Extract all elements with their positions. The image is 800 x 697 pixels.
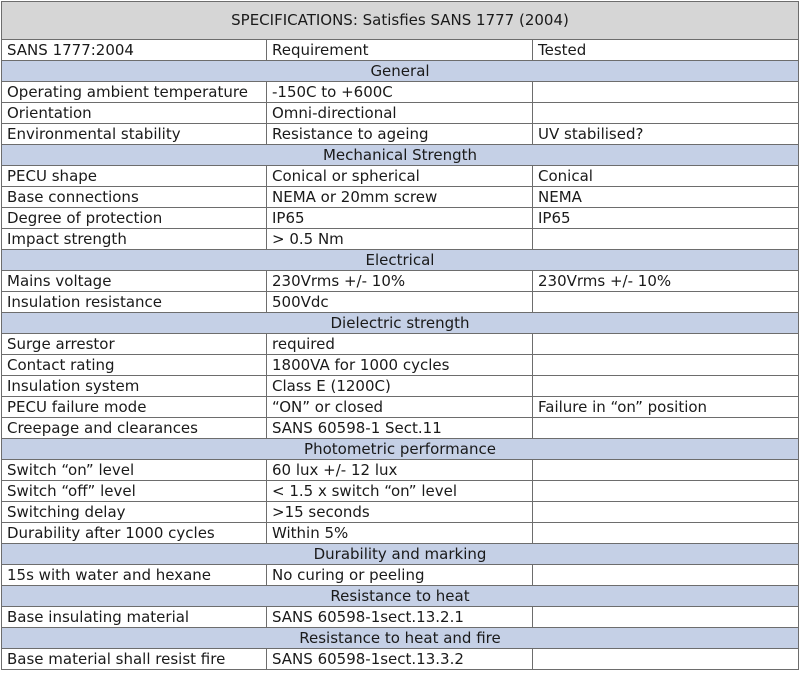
section-header: Durability and marking — [2, 544, 799, 565]
tested-cell — [533, 292, 799, 313]
spec-item-cell: Mains voltage — [2, 271, 267, 292]
table-row — [2, 523, 799, 544]
tested-cell — [533, 460, 799, 481]
table-row — [2, 607, 799, 628]
requirement-cell: >15 seconds — [267, 502, 533, 523]
spec-item-cell: Contact rating — [2, 355, 267, 376]
spec-item-cell: Insulation system — [2, 376, 267, 397]
table-row — [2, 103, 799, 124]
section-header-row — [2, 586, 799, 607]
requirement-cell: Within 5% — [267, 523, 533, 544]
spec-item-cell: Creepage and clearances — [2, 418, 267, 439]
requirement-cell: 500Vdc — [267, 292, 533, 313]
requirement-cell: No curing or peeling — [267, 565, 533, 586]
spec-item-cell: PECU shape — [2, 166, 267, 187]
specifications-table — [1, 1, 799, 670]
table-row — [2, 208, 799, 229]
tested-cell: IP65 — [533, 208, 799, 229]
table-row — [2, 124, 799, 145]
spec-item-cell: Insulation resistance — [2, 292, 267, 313]
table-row — [2, 271, 799, 292]
spec-item-cell: Environmental stability — [2, 124, 267, 145]
table-row — [2, 376, 799, 397]
table-row — [2, 565, 799, 586]
column-header-row — [2, 40, 799, 61]
column-header-requirement: Requirement — [267, 40, 533, 61]
spec-item-cell: Durability after 1000 cycles — [2, 523, 267, 544]
spec-item-cell: Base connections — [2, 187, 267, 208]
requirement-cell: SANS 60598-1sect.13.3.2 — [267, 649, 533, 670]
table-row — [2, 481, 799, 502]
requirement-cell: Resistance to ageing — [267, 124, 533, 145]
section-header-row — [2, 628, 799, 649]
tested-cell — [533, 376, 799, 397]
tested-cell — [533, 418, 799, 439]
section-header: General — [2, 61, 799, 82]
specifications-table-body — [2, 2, 799, 670]
requirement-cell: required — [267, 334, 533, 355]
requirement-cell: NEMA or 20mm screw — [267, 187, 533, 208]
requirement-cell: Class E (1200C) — [267, 376, 533, 397]
column-header-standard: SANS 1777:2004 — [2, 40, 267, 61]
section-header: Dielectric strength — [2, 313, 799, 334]
requirement-cell: Conical or spherical — [267, 166, 533, 187]
column-header-tested: Tested — [533, 40, 799, 61]
table-row — [2, 460, 799, 481]
table-row — [2, 166, 799, 187]
table-row — [2, 649, 799, 670]
spec-item-cell: PECU failure mode — [2, 397, 267, 418]
requirement-cell: 230Vrms +/- 10% — [267, 271, 533, 292]
spec-item-cell: Impact strength — [2, 229, 267, 250]
tested-cell — [533, 565, 799, 586]
spec-item-cell: Switch “on” level — [2, 460, 267, 481]
table-row — [2, 292, 799, 313]
tested-cell: 230Vrms +/- 10% — [533, 271, 799, 292]
section-header: Mechanical Strength — [2, 145, 799, 166]
tested-cell — [533, 229, 799, 250]
section-header: Photometric performance — [2, 439, 799, 460]
table-row — [2, 397, 799, 418]
requirement-cell: SANS 60598-1sect.13.2.1 — [267, 607, 533, 628]
spec-item-cell: Switching delay — [2, 502, 267, 523]
tested-cell — [533, 103, 799, 124]
table-row — [2, 418, 799, 439]
requirement-cell: 60 lux +/- 12 lux — [267, 460, 533, 481]
table-row — [2, 187, 799, 208]
section-header: Resistance to heat — [2, 586, 799, 607]
tested-cell: NEMA — [533, 187, 799, 208]
section-header-row — [2, 439, 799, 460]
table-title: SPECIFICATIONS: Satisfies SANS 1777 (2004) — [2, 2, 799, 40]
spec-item-cell: Base insulating material — [2, 607, 267, 628]
table-row — [2, 82, 799, 103]
requirement-cell: “ON” or closed — [267, 397, 533, 418]
tested-cell — [533, 607, 799, 628]
requirement-cell: > 0.5 Nm — [267, 229, 533, 250]
tested-cell: Failure in “on” position — [533, 397, 799, 418]
tested-cell — [533, 82, 799, 103]
section-header-row — [2, 313, 799, 334]
spec-item-cell: Base material shall resist fire — [2, 649, 267, 670]
requirement-cell: 1800VA for 1000 cycles — [267, 355, 533, 376]
requirement-cell: IP65 — [267, 208, 533, 229]
requirement-cell: Omni-directional — [267, 103, 533, 124]
spec-item-cell: Degree of protection — [2, 208, 267, 229]
tested-cell — [533, 481, 799, 502]
spec-item-cell: Switch “off” level — [2, 481, 267, 502]
table-row — [2, 334, 799, 355]
tested-cell — [533, 502, 799, 523]
tested-cell — [533, 523, 799, 544]
section-header: Electrical — [2, 250, 799, 271]
section-header-row — [2, 250, 799, 271]
requirement-cell: SANS 60598-1 Sect.11 — [267, 418, 533, 439]
tested-cell: Conical — [533, 166, 799, 187]
requirement-cell: -150C to +600C — [267, 82, 533, 103]
tested-cell: UV stabilised? — [533, 124, 799, 145]
tested-cell — [533, 355, 799, 376]
table-row — [2, 229, 799, 250]
table-row — [2, 502, 799, 523]
table-row — [2, 355, 799, 376]
section-header-row — [2, 544, 799, 565]
table-title-row — [2, 2, 799, 40]
requirement-cell: < 1.5 x switch “on” level — [267, 481, 533, 502]
spec-item-cell: Surge arrestor — [2, 334, 267, 355]
spec-item-cell: 15s with water and hexane — [2, 565, 267, 586]
section-header: Resistance to heat and fire — [2, 628, 799, 649]
spec-item-cell: Operating ambient temperature — [2, 82, 267, 103]
spec-item-cell: Orientation — [2, 103, 267, 124]
tested-cell — [533, 649, 799, 670]
section-header-row — [2, 61, 799, 82]
section-header-row — [2, 145, 799, 166]
tested-cell — [533, 334, 799, 355]
